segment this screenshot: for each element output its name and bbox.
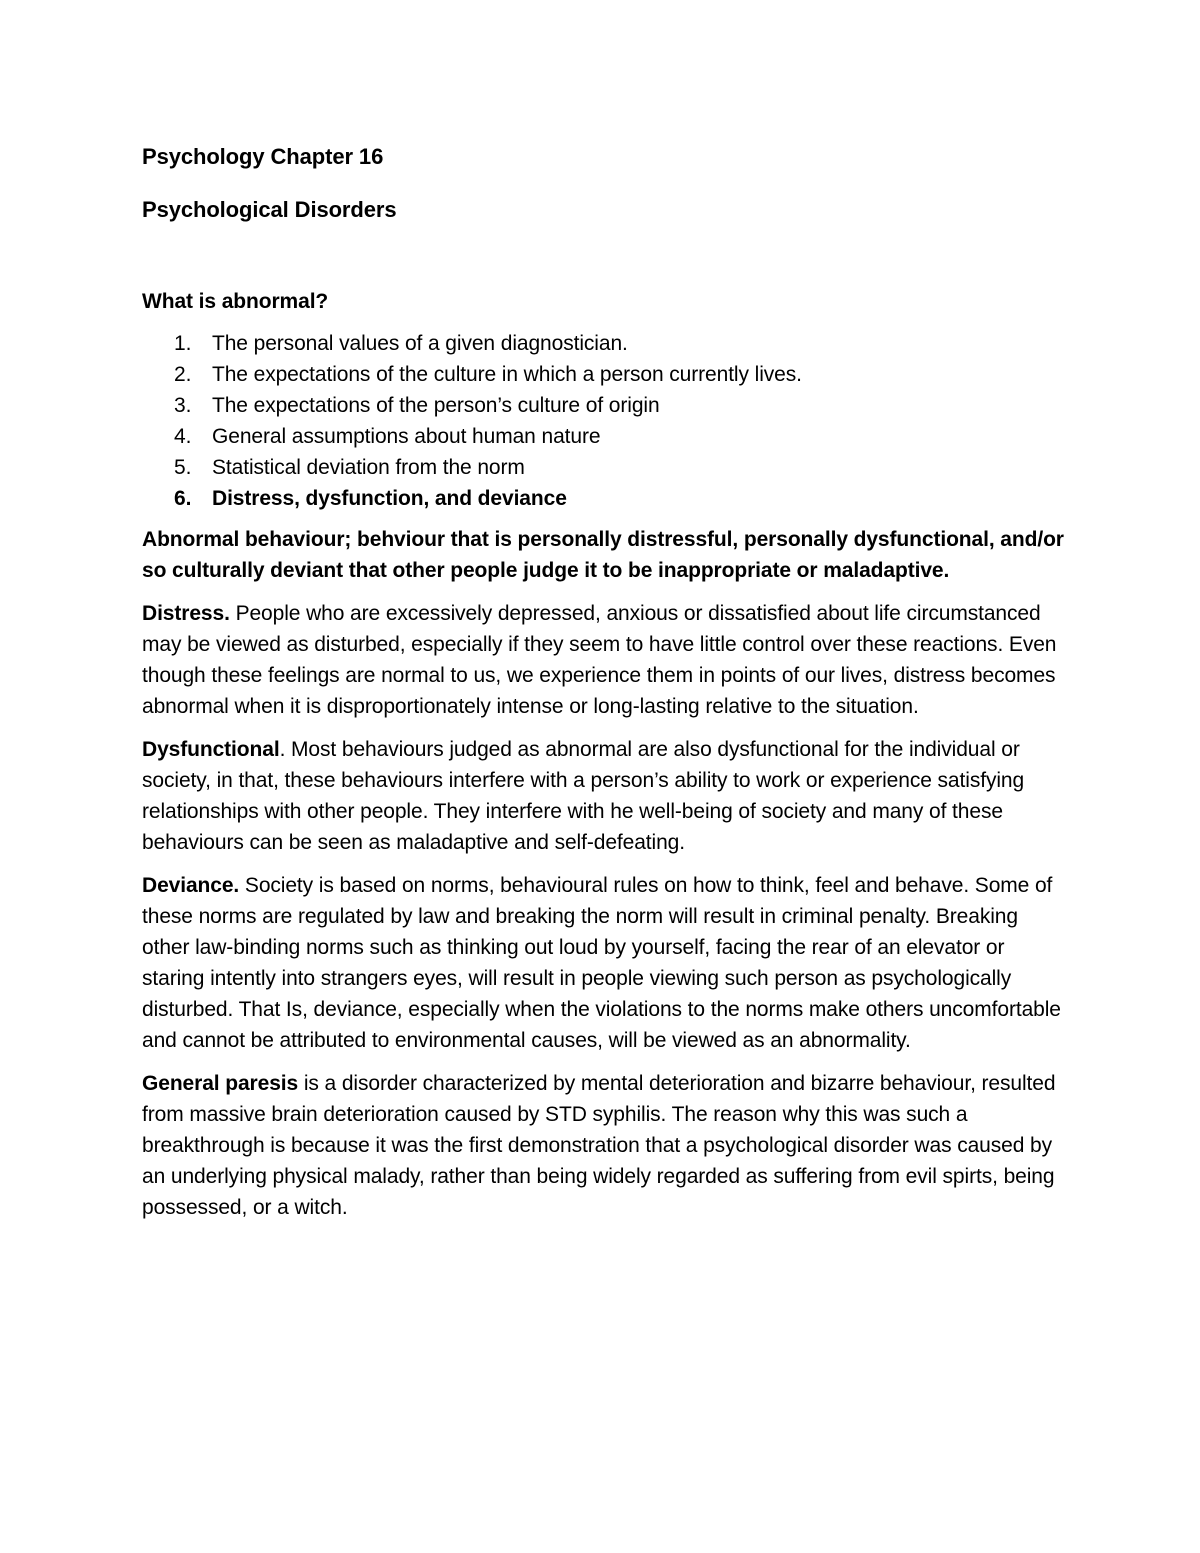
criteria-list — [142, 328, 1067, 514]
dysfunctional-term: Dysfunctional — [142, 738, 280, 761]
list-item-text: Statistical deviation from the norm — [212, 456, 525, 479]
dysfunctional-text: . Most behaviours judged as abnormal are also dysfunctional for the individual or society, in that, these behaviours interfere with a person’s ability to work or experience satisfying relationships with other people. They interfere with he well-being of society and many of these behaviours can be seen as maladaptive and self-defeating. — [142, 738, 1025, 854]
dysfunctional-paragraph — [142, 734, 1067, 858]
list-item-number: 6. — [174, 487, 192, 510]
abnormal-behaviour-definition: Abnormal behaviour; behviour that is personally distressful, personally dysfunctional, and/or so culturally deviant that other people judge it to be inappropriate or maladaptive. — [142, 528, 1064, 582]
deviance-paragraph — [142, 870, 1067, 1056]
list-item-text: The expectations of the culture in which a person currently lives. — [212, 363, 802, 386]
list-item-text: Distress, dysfunction, and deviance — [212, 487, 567, 510]
distress-term: Distress. — [142, 602, 230, 625]
list-item-number: 4. — [174, 425, 192, 448]
list-item-text: The expectations of the person’s culture of origin — [212, 394, 660, 417]
list-item-number: 2. — [174, 363, 192, 386]
deviance-text: Society is based on norms, behavioural rules on how to think, feel and behave. Some of these norms are regulated by law and breaking the norm will result in criminal penalty. Breaking other law-binding norms such as thinking out loud by yourself, facing the rear of an elevator or staring intently into strangers eyes, will result in people viewing such person as psychologically disturbed. That Is, deviance, especially when the violations to the norms make others uncomfortable and cannot be attributed to environmental causes, will be viewed as an abnormality. — [142, 874, 1061, 1052]
list-item-text: The personal values of a given diagnostician. — [212, 332, 628, 355]
list-item-number: 1. — [174, 332, 192, 355]
deviance-term: Deviance. — [142, 874, 240, 897]
section-heading: What is abnormal? — [142, 290, 329, 313]
list-item — [142, 483, 1067, 514]
general-paresis-term: General paresis — [142, 1072, 299, 1095]
list-item — [142, 421, 1067, 452]
list-item — [142, 452, 1067, 483]
document-subtitle: Psychological Disorders — [142, 197, 397, 222]
list-item — [142, 390, 1067, 421]
distress-text: People who are excessively depressed, anxious or dissatisfied about life circumstanced may be viewed as disturbed, especially if they seem to have little control over these reactions. Even though these feelings are normal to us, we experience them in points of our lives, distress becomes abnormal when it is disproportionately intense or long-lasting relative to the situation. — [142, 602, 1057, 718]
list-item-number: 3. — [174, 394, 192, 417]
list-item-number: 5. — [174, 456, 192, 479]
distress-paragraph — [142, 598, 1067, 722]
document-title: Psychology Chapter 16 — [142, 144, 384, 169]
general-paresis-paragraph — [142, 1068, 1067, 1223]
list-item — [142, 328, 1067, 359]
list-item-text: General assumptions about human nature — [212, 425, 601, 448]
document-body — [142, 141, 1067, 1223]
list-item — [142, 359, 1067, 390]
general-paresis-text: is a disorder characterized by mental deterioration and bizarre behaviour, resulted from massive brain deterioration caused by STD syphilis. The reason why this was such a breakthrough is because it was the first demonstration that a psychological disorder was caused by an underlying physical malady, rather than being widely regarded as suffering from evil spirts, being possessed, or a witch. — [142, 1072, 1056, 1219]
